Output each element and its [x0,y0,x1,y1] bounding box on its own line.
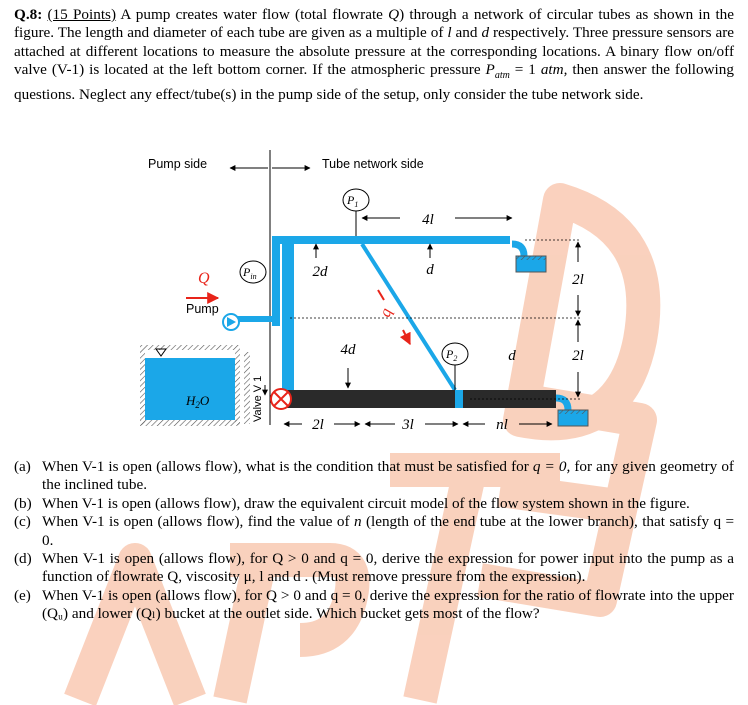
subquestion-c [14,513,734,550]
subquestion-text: When V-1 is open (allows flow), for Q > 0 and q = 0, derive the expression for power input into the pump as a function of flowrate Q, viscosity μ, l and d . (Must remove pressure from the expression). [42,550,734,586]
lower-bucket-rim [558,410,588,414]
left-vertical-tube-4d [282,244,294,390]
subquestion-d [14,550,734,587]
subquestion-text: When V-1 is open (allows flow), what is the condition that must be satisfied for [42,458,533,475]
statement-part-3: and [451,24,482,42]
question-number: Q.8: [14,6,43,23]
water-level-icon [156,349,166,356]
var-Q: Q [388,6,400,23]
subquestion-label: (b) [14,494,32,512]
var-d: d [481,24,490,42]
dim-2l-right-bottom: 2l [572,348,584,364]
flow-q-label: q [376,306,396,320]
statement-part-1: A pump creates water flow (total flowrate [116,6,389,23]
subquestion-a [14,458,734,495]
upper-bucket-rim [516,256,546,260]
valve-label: Valve V 1 [252,375,264,422]
pump-side-label: Pump side [148,157,208,171]
upper-outlet-bend [512,244,524,256]
flow-q-bar [378,290,384,300]
dim-d-mid: d [508,348,516,364]
dim-4d: 4d [340,342,356,358]
pump-label: Pump [186,302,219,316]
upper-horizontal-tube [272,236,510,244]
dim-d-top: d [426,262,434,278]
subquestion-e [14,587,734,624]
statement-part-2: ) through a network of circular tubes as shown in the figure. The length and diameter of each tube are given as a multiple of [14,6,734,42]
subquestion-text: When V-1 is open (allows flow), draw the equivalent circuit model of the flow system shown in the figure. [42,494,690,512]
subquestion-math: q = 0, [532,458,571,475]
tank-left-wall [140,350,145,425]
subquestion-label: (c) [14,513,31,531]
subquestion-label: (a) [14,458,31,475]
subquestion-text-after: (length of the end tube at the lower branch), that satisfy q = 0. [42,513,735,549]
dim-2l-bottom: 2l [312,417,324,433]
tank-label: $H_2O$ [186,393,210,410]
subquestion-label: (d) [14,550,32,568]
valve-body-hatch [244,352,250,424]
subquestion-label: (e) [14,586,31,604]
tank-right-wall [235,350,240,425]
flow-label: Q [198,270,210,287]
patm-unit: atm, [540,61,568,79]
subquestion-math: n [353,513,362,531]
inlet-vertical-tube [272,236,280,326]
subquestion-text: When V-1 is open (allows flow), for Q > 0 and q = 0, derive the expression for the ratio of flowrate into the upper (Qᵤ) and lower (Qₗ) bucket at the outlet side. Which bucket gets most of the flow? [42,586,734,623]
tank-bottom-wall [140,420,240,426]
subquestion-text-after: for any given geometry of the inclined tube. [42,458,734,494]
inclined-tube [362,244,458,390]
dim-nl-bottom: nl [496,417,508,433]
sensor-p1-label: $P_1$ [347,193,359,209]
subquestion-b [14,495,734,513]
sensor-p2-label: $P_2$ [446,347,458,363]
dim-top-4l: 4l [422,212,434,228]
dim-2d: 2d [312,264,328,280]
var-l: l [447,24,452,42]
subquestion-list [14,458,734,624]
statement-part-4: respectively. Three pressure sensors are attached at different locations to measure the absolute pressure at the corresponding locations. A binary flow on/off valve (V-1) is located at the left bottom corner. If the atmospheric pressure [14,24,734,79]
patm-equals: = 1 [509,61,541,79]
tank-lid-hatch [140,345,240,350]
tank-water [145,358,235,420]
dim-2l-right-top: 2l [572,272,584,288]
patm-subscript: atm [494,70,510,82]
lower-junction [455,390,463,408]
statement-part-5: then answer the following questions. Neglect any effect/tube(s) in the pump side of the setup, only consider the tube network side. [14,61,734,103]
sensor-pin-label: $P_{in}$ [243,265,257,281]
tube-network-side-label: Tube network side [322,157,424,171]
lower-outlet-bend [556,398,568,410]
subquestion-text: When V-1 is open (allows flow), find the value of [42,513,354,531]
question-points: (15 Points) [47,6,117,23]
patm-symbol: P [485,61,495,79]
dim-3l-bottom: 3l [402,417,414,433]
flow-q-arrow [403,330,410,344]
